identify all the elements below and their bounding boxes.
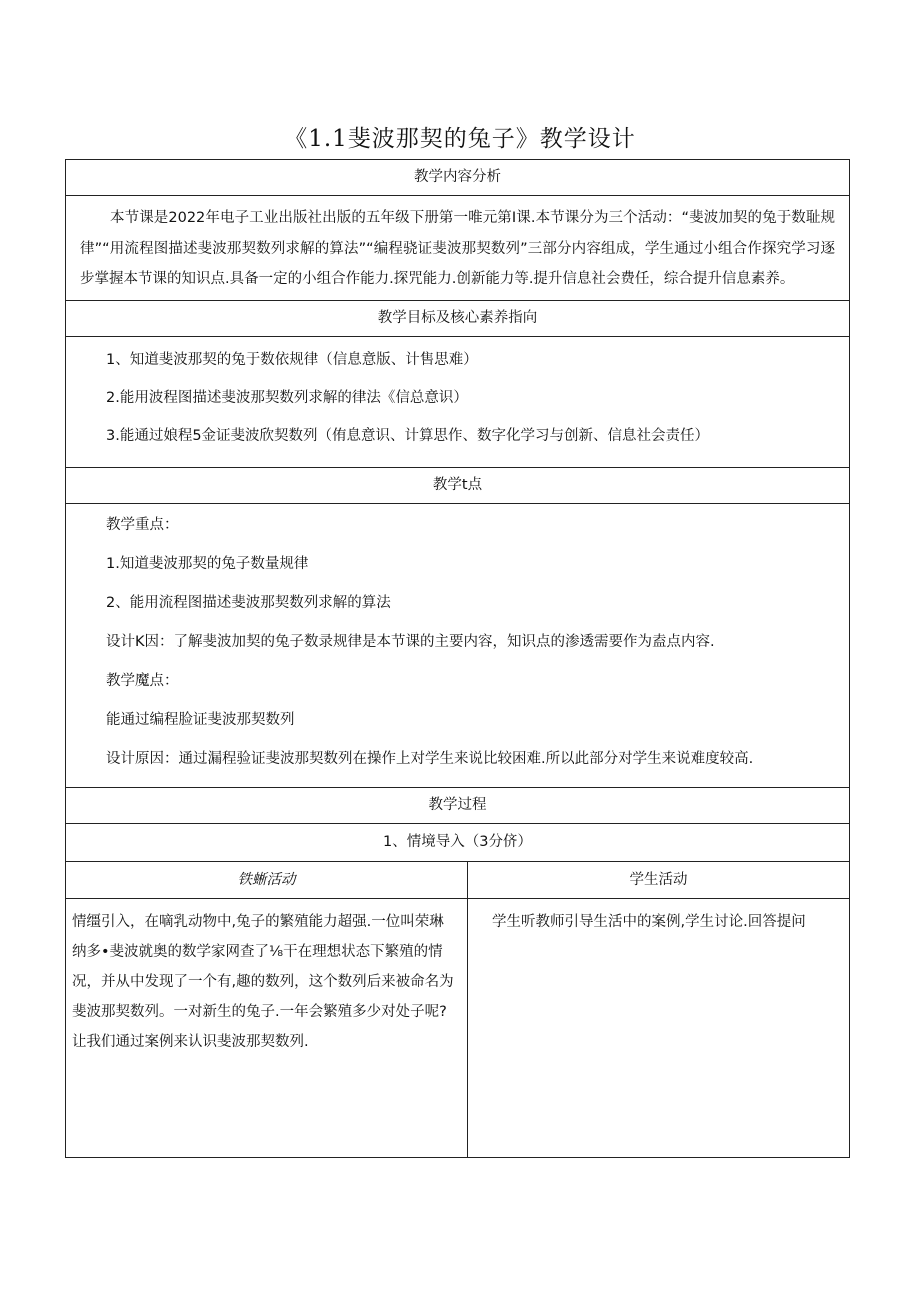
content-analysis-body: 本节课是2022年电子工业出版社出版的五年级下册第一唯元第I课.本节课分为三个活动：“斐波加契的兔于数耻规律”“用流程图描述斐波那契数列求解的算法”“编程骁证斐波那契数列”三部分内容组成，学生通过小组合作探究学习逐步掌握本节课的知识点.具备一定的小组合作能力.探咒能力.创新能力等.提升信息社会费任，综合提升信息素养。	[66, 196, 850, 301]
process-header: 教学过程	[66, 787, 850, 823]
process-step-title: 1、情境导入（3分侪）	[66, 823, 850, 861]
key-point-line: 能通过编程脸证斐波那契数列	[106, 711, 295, 728]
key-point-line: 设计原因：通过漏程验证斐波那契数列在操作上对学生来说比较困难.所以此部分对学生来说难度较高.	[106, 750, 754, 767]
key-points-header: 教学t点	[66, 467, 850, 503]
student-activity-text: 学生听教师引导生活中的案例,学生讨论.回答提问	[468, 898, 850, 1157]
key-point-line: 1.知道斐波那契的兔子数量规律	[106, 555, 309, 572]
key-point-line: 设计K因：了解斐波加契的兔子数录规律是本节课的主要内容，知识点的渗透需要作为盍点内容.	[106, 633, 715, 650]
teacher-activity-header: 铁蜥活动	[66, 861, 468, 898]
objectives-list	[66, 336, 850, 467]
student-activity-header: 学生活动	[468, 861, 850, 898]
objectives-header: 教学目标及核心素养指向	[66, 300, 850, 336]
objective-item: 2.能用波程图描述斐波那契数列求解的律法《信总意识）	[106, 389, 468, 406]
key-points-body	[66, 503, 850, 787]
teacher-activity-text: 情缰引入，在嘀乳动物中,兔子的繁殖能力超强.一位叫荣琳纳多•斐波就奥的数学家网查了⅛干在理想状态下繁殖的情况，并从中发现了一个有,趣的数列，这个数列后来被命名为斐波那契数列。一对新生的兔子.一年会繁殖多少对处子呢?让我们通过案例来认识斐波那契数列.	[66, 898, 468, 1157]
content-analysis-header: 教学内容分析	[66, 160, 850, 196]
key-point-line: 教学魔点：	[106, 672, 179, 689]
lesson-plan-table	[65, 159, 850, 1158]
document-title: 《1.1斐波那契的兔子》教学设计	[284, 126, 636, 152]
objective-item: 1、知道斐波那契的兔于数依规律（信息意版、计售思难）	[106, 351, 478, 368]
key-point-line: 教学重点：	[106, 516, 179, 533]
objective-item: 3.能通过娘程5金证斐波欣契数列（侑息意识、计算思作、数字化学习与创新、信息社会责任）	[106, 427, 710, 444]
key-point-line: 2、能用流程图描述斐波那契数列求解的算法	[106, 594, 391, 611]
